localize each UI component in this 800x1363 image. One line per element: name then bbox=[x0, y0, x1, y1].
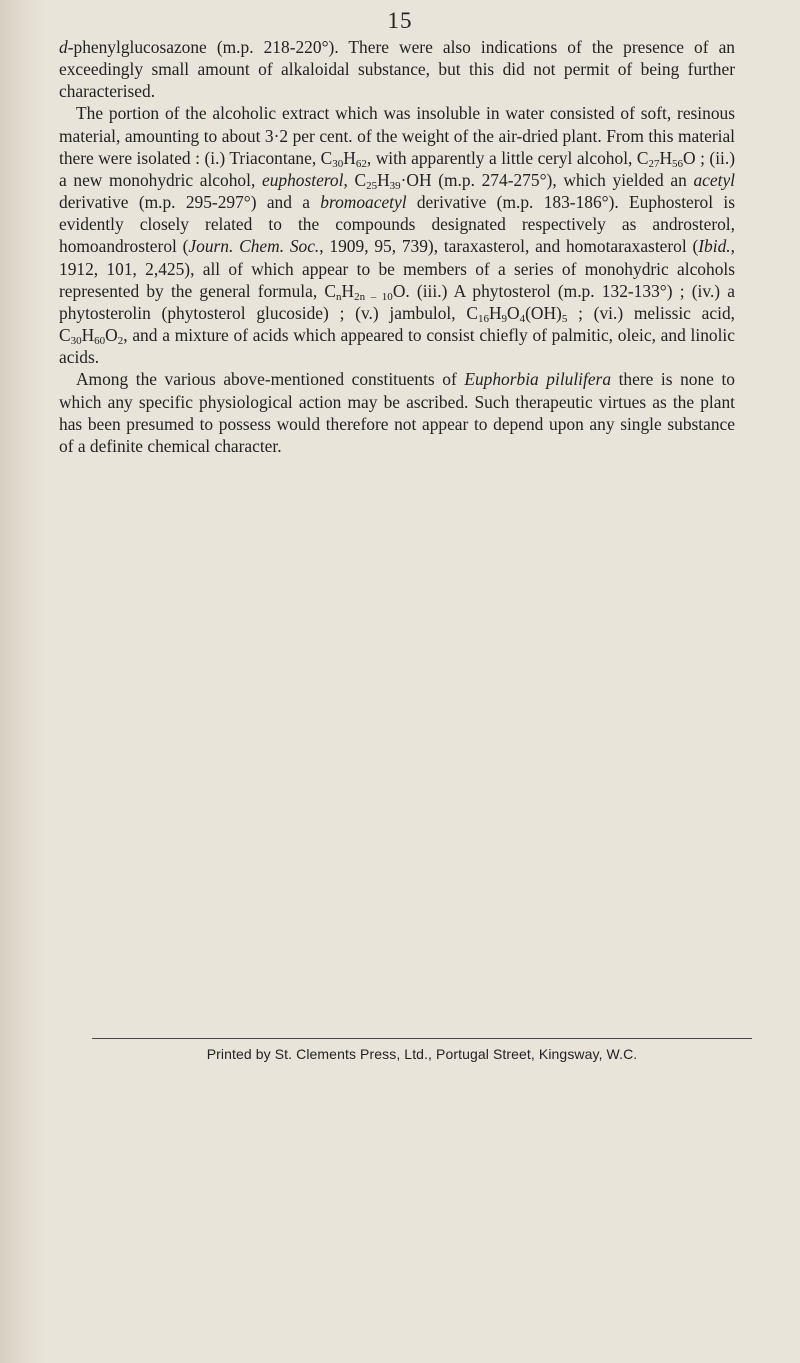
text-run: H bbox=[659, 147, 673, 168]
text-run: ·OH (m.p. 274-275°), which yielded an bbox=[400, 169, 694, 190]
text-run: , 1912, 101, 2,425), all of which appear to be members of a series of monohydric alcohols represented by the general formula, C bbox=[59, 236, 735, 301]
text-run: O bbox=[105, 325, 118, 346]
paragraph-1 bbox=[59, 36, 735, 102]
body-text bbox=[59, 36, 735, 457]
text-run: H bbox=[377, 169, 390, 190]
text-run: O bbox=[507, 302, 520, 323]
italic-text: euphosterol bbox=[261, 169, 344, 190]
italic-text: bromoacetyl bbox=[320, 192, 407, 213]
text-run: O. (iii.) A phytosterol (m.p. 132-133°) ; (iv.) a phytosterolin (phytosterol glucoside) ; (v.) jambulol, C bbox=[59, 280, 736, 323]
subscript: 16 bbox=[477, 312, 489, 325]
subscript: 25 bbox=[366, 179, 378, 192]
italic-text: Euphorbia pilulifera bbox=[464, 369, 612, 390]
italic-text: acetyl bbox=[693, 169, 735, 190]
page-edge-shadow bbox=[0, 0, 44, 1363]
subscript: 30 bbox=[332, 157, 344, 170]
text-run: , with apparently a little ceryl alcohol, C bbox=[366, 147, 649, 168]
italic-text: Ibid. bbox=[698, 236, 731, 257]
subscript: 60 bbox=[94, 335, 106, 348]
text-run: O ; (ii.) a new monohydric alcohol, bbox=[59, 147, 736, 190]
text-run: derivative (m.p. 183-186°). Euphosterol is evidently closely related to the compounds designated respectively as androsterol, homoandrosterol ( bbox=[59, 192, 735, 257]
footer-rule bbox=[92, 1038, 752, 1039]
subscript: 39 bbox=[389, 179, 401, 192]
text-run: , 1909, 95, 739), taraxasterol, and homotaraxasterol ( bbox=[319, 236, 699, 257]
text-run: ; (vi.) melissic acid, C bbox=[59, 302, 735, 346]
text-run: -phenylglucosazone (m.p. 218-220°). There were also indications of the presence of an exceedingly small amount of alkaloidal substance, but this did not permit of being further characterised. bbox=[59, 37, 735, 102]
text-run: H bbox=[343, 147, 356, 168]
text-run: The portion of the alcoholic extract which was insoluble in water consisted of soft, resinous material, amounting to about 3·2 per cent. of the weight of the air-dried plant. From this material there were isolated : (i.) Triacontane, C bbox=[59, 103, 735, 168]
subscript: 2n – 10 bbox=[354, 290, 393, 303]
italic-text: d bbox=[59, 37, 68, 57]
text-run: derivative (m.p. 295-297°) and a bbox=[59, 192, 321, 213]
subscript: 62 bbox=[355, 157, 367, 170]
text-run: H bbox=[488, 302, 502, 323]
text-run: , C bbox=[343, 169, 367, 190]
subscript: 9 bbox=[501, 312, 508, 325]
paragraph-3 bbox=[59, 368, 735, 457]
subscript: 56 bbox=[672, 157, 684, 170]
printer-imprint: Printed by St. Clements Press, Ltd., Portugal Street, Kingsway, W.C. bbox=[206, 1046, 638, 1062]
paragraph-2 bbox=[59, 102, 735, 368]
text-run: Among the various above-mentioned constituents of bbox=[76, 369, 465, 390]
subscript: 5 bbox=[561, 312, 568, 325]
text-run: H bbox=[341, 280, 355, 301]
text-run: , and a mixture of acids which appeared to consist chiefly of palmitic, oleic, and linolic acids. bbox=[59, 325, 735, 368]
subscript: 4 bbox=[519, 312, 526, 325]
subscript: 2 bbox=[117, 335, 124, 348]
text-run: (OH) bbox=[525, 302, 562, 323]
text-run: there is none to which any specific physiological action may be ascribed. Such therapeutic virtues as the plant has been presumed to possess would therefore not appear to depend upon any single substance of a definite chemical character. bbox=[59, 369, 735, 456]
italic-text: Journ. Chem. Soc. bbox=[188, 236, 320, 257]
subscript: 27 bbox=[648, 157, 660, 170]
text-run: H bbox=[81, 325, 95, 346]
subscript: 30 bbox=[70, 335, 82, 348]
subscript: n bbox=[336, 290, 342, 303]
page-number: 15 bbox=[387, 8, 413, 33]
